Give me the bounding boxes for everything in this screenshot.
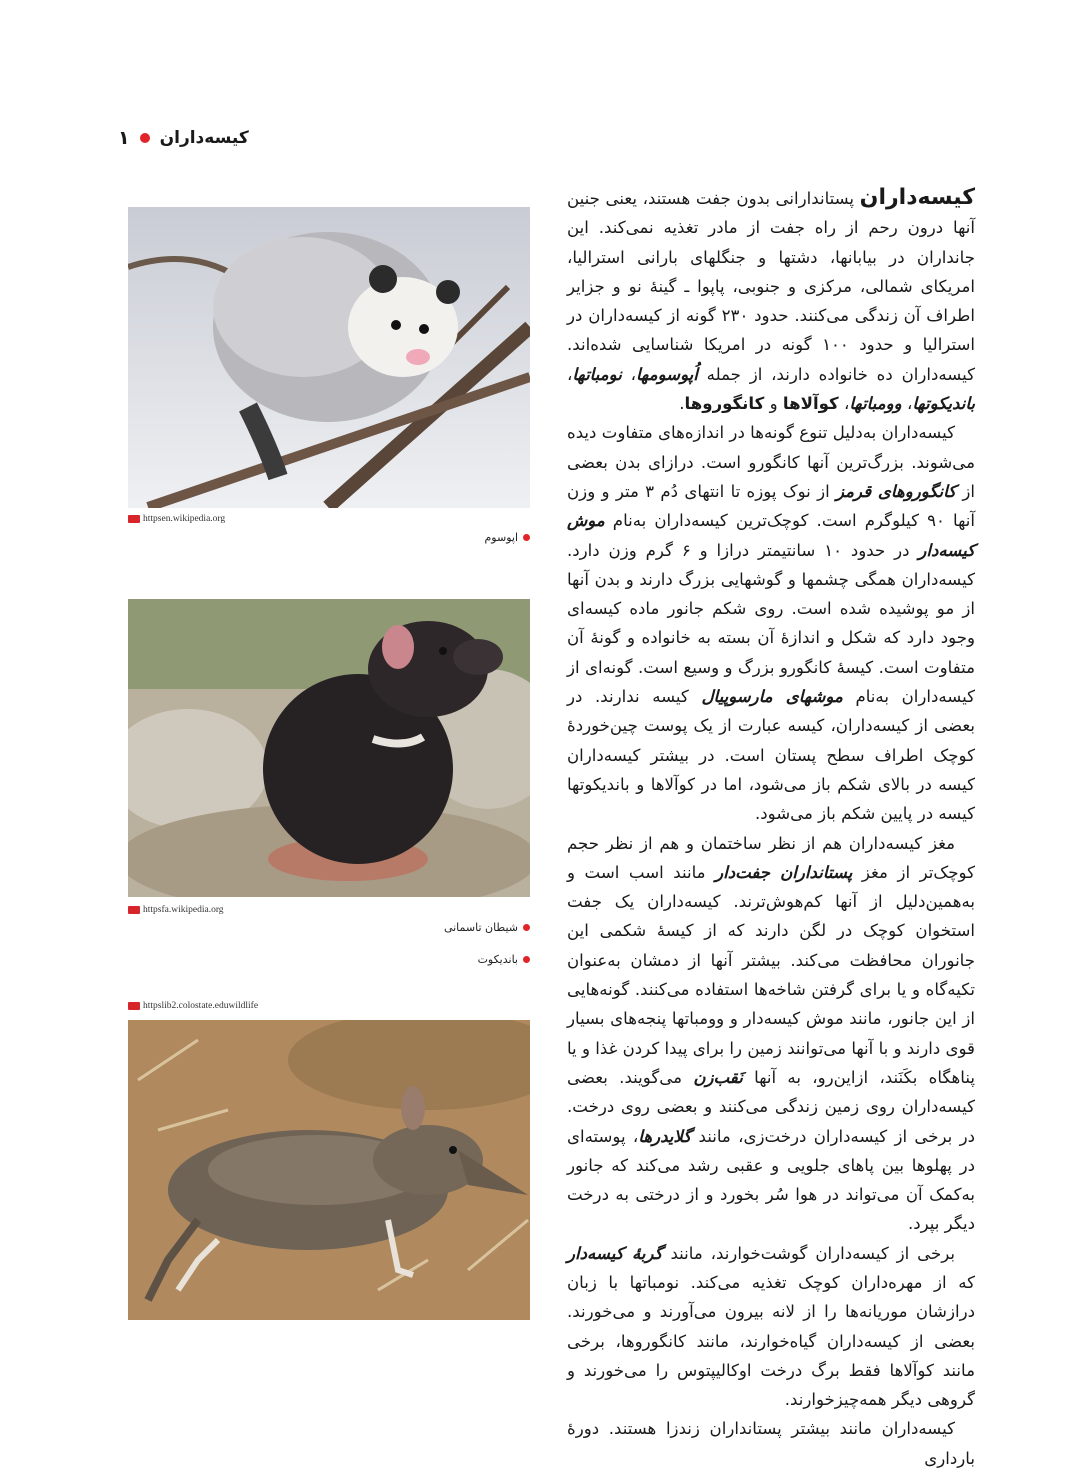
text-run: مانند اسب است و به‌همین‌دلیل از آنها کم‌هوش‌ترند. کیسه‌داران یک جفت استخوان کوچک در لگن دارند که از کیسهٔ شکمی این جانوران محافظت می‌کند. بیشتر آنها از دمشان به‌عنوان تکیه‌گاه و یا برای گرفتن شاخه‌ها استفاده می‌کنند. گونه‌هایی از این جانور، مانند موش کیسه‌دار و وومباتها پنجه‌های بسیار قوی دارند و با آنها می‌توانند زمین را برای پیدا کردن غذا و یا پناهگاه بکَنَند، ازاین‌رو، به آنها	[567, 862, 975, 1087]
text-run: کیسه ندارند. در بعضی از کیسه‌داران، کیسه عبارت از یک پوست چین‌خوردهٔ کوچک اطراف سطح پستان است. در بیشتر کیسه‌داران کیسه در بالای شکم باز می‌شود، اما در کوآلاها و باندیکوتها کیسه در پایین شکم باز می‌شود.	[567, 687, 975, 824]
photo-source-2	[128, 905, 224, 915]
source-icon	[128, 515, 140, 523]
text-run: .	[679, 394, 685, 414]
term: کوآلاها	[782, 394, 839, 414]
text-run: ،	[567, 364, 573, 384]
term: موشهای مارسوپیال	[701, 687, 843, 707]
tasmanian-devil-photo	[128, 599, 530, 897]
page-header	[118, 124, 249, 152]
source-icon	[128, 906, 140, 914]
term: نومباتها	[572, 364, 622, 384]
caption-text: باندیکوت	[477, 953, 518, 966]
text-run: و	[764, 394, 783, 414]
opossum-illustration	[128, 207, 530, 508]
text-run: مغز کیسه‌داران هم از نظر ساختمان و هم از نظر حجم کوچک‌تر از مغز	[567, 833, 975, 882]
term: موش کیسه‌دار	[567, 511, 975, 560]
term: نَقب‌زن	[693, 1067, 743, 1087]
term: پستانداران جفت‌دار	[715, 862, 853, 882]
term: کانگوروهای قرمز	[836, 481, 957, 501]
figure-caption-3	[478, 953, 530, 966]
bandicoot-photo	[128, 1020, 530, 1320]
page-number: ۱	[118, 127, 130, 149]
caption-dot-icon	[523, 956, 530, 963]
tasmanian-devil-illustration	[128, 599, 530, 897]
source-text: httpsfa.wikipedia.org	[143, 905, 224, 915]
text-run: که از مهره‌داران کوچک تغذیه می‌کند. نومباتها با زبان درازشان موریانه‌ها را از لانه بیرون می‌آورند و می‌خورند. بعضی از کیسه‌داران گیاه‌خوارند، مانند کانگوروها، برخی مانند کوآلاها فقط برگ درخت اوکالیپتوس را می‌خورند و گروهی دیگر همه‌چیزخوارند.	[567, 1272, 975, 1410]
caption-text: شیطان تاسمانی	[443, 921, 518, 934]
term: باندیکوتها	[912, 394, 975, 414]
text-run: کیسه‌داران به‌دلیل تنوع گونه‌ها در اندازه‌های متفاوت دیده می‌شوند. بزرگ‌ترین آنها کانگورو است. درازای بدن بعضی از	[567, 423, 975, 501]
text-run: ،	[838, 394, 850, 414]
article-body	[567, 183, 975, 1473]
text-run: از نوک پوزه تا انتهای دُم ۳ متر و وزن آنها ۹۰ کیلوگرم است. کوچک‌ترین کیسه‌داران به‌نام	[567, 481, 975, 531]
caption-dot-icon	[523, 924, 530, 931]
text-run: ،	[621, 364, 636, 384]
chapter-title: کیسه‌داران	[159, 128, 249, 148]
text-run: پستاندارانی بدون جفت هستند، یعنی جنین آنها درون رحم از راه جفت از مادر تغذیه نمی‌کند. این جانداران در بیابانها، دشتها و جنگلهای بارانی استرالیا، امریکای شمالی، مرکزی و جنوبی، پاپوا ـ گینهٔ نو و جزایر اطراف آن زندگی می‌کنند. حدود ۲۳۰ گونه از کیسه‌داران در استرالیا و حدود ۱۰۰ گونه در امریکا شناسایی شده‌اند. کیسه‌داران ده خانواده دارند، از جمله	[567, 189, 976, 384]
caption-dot-icon	[523, 534, 530, 541]
term: گربهٔ کیسه‌دار	[567, 1243, 663, 1263]
text-run: در حدود ۱۰ سانتیمتر درازا و ۶ گرم وزن دارد. کیسه‌داران همگی چشمها و گوشهایی بزرگ دارند و بدن آنها از مو پوشیده شده است. روی شکم جانور ماده کیسه‌ای وجود دارد که شکل و اندازهٔ آن بسته به خانواده و گونهٔ آن متفاوت است. کیسهٔ کانگورو بزرگ و وسیع است. گونه‌ای از کیسه‌داران به‌نام	[567, 540, 975, 707]
bandicoot-illustration	[128, 1020, 530, 1320]
term: اُپوسومها	[636, 364, 698, 384]
term: کانگوروها	[684, 394, 765, 414]
photo-source-1	[128, 514, 225, 524]
paragraph-5	[567, 1414, 975, 1473]
term: گلایدرها	[638, 1126, 692, 1146]
paragraph-4	[567, 1239, 975, 1415]
source-text: httpsen.wikipedia.org	[143, 514, 226, 524]
text-run: کیسه‌داران مانند بیشتر پستانداران زندزا هستند. دورهٔ بارداری	[567, 1419, 975, 1468]
caption-text: اپوسوم	[484, 531, 518, 544]
text-run: ،	[901, 394, 913, 414]
lead-term: کیسه‌داران	[859, 185, 975, 210]
term: وومباتها	[849, 394, 902, 414]
text-run: برخی از کیسه‌داران گوشت‌خوارند، مانند	[662, 1243, 955, 1263]
source-icon	[128, 1002, 140, 1010]
header-dot-icon	[140, 133, 150, 143]
figure-caption-2	[444, 921, 530, 934]
photo-source-3	[128, 1001, 258, 1011]
paragraph-2	[567, 418, 975, 828]
source-text: httpslib2.colostate.eduwildlife	[143, 1001, 259, 1011]
paragraph-1	[567, 183, 975, 418]
text-run: می‌گویند. بعضی کیسه‌داران روی زمین زندگی می‌کنند و بعضی روی درخت. در برخی از کیسه‌داران درخت‌زی، مانند	[567, 1067, 975, 1146]
paragraph-3	[567, 829, 975, 1239]
opossum-photo	[128, 207, 530, 508]
text-run: ، پوسته‌ای در پهلوها بین پاهای جلویی و عقبی رشد می‌کند که جانور به‌کمک آن می‌تواند در هوا سُر بخورد و از درختی به درخت دیگر بپرد.	[567, 1126, 975, 1234]
figure-caption-1	[484, 531, 530, 544]
